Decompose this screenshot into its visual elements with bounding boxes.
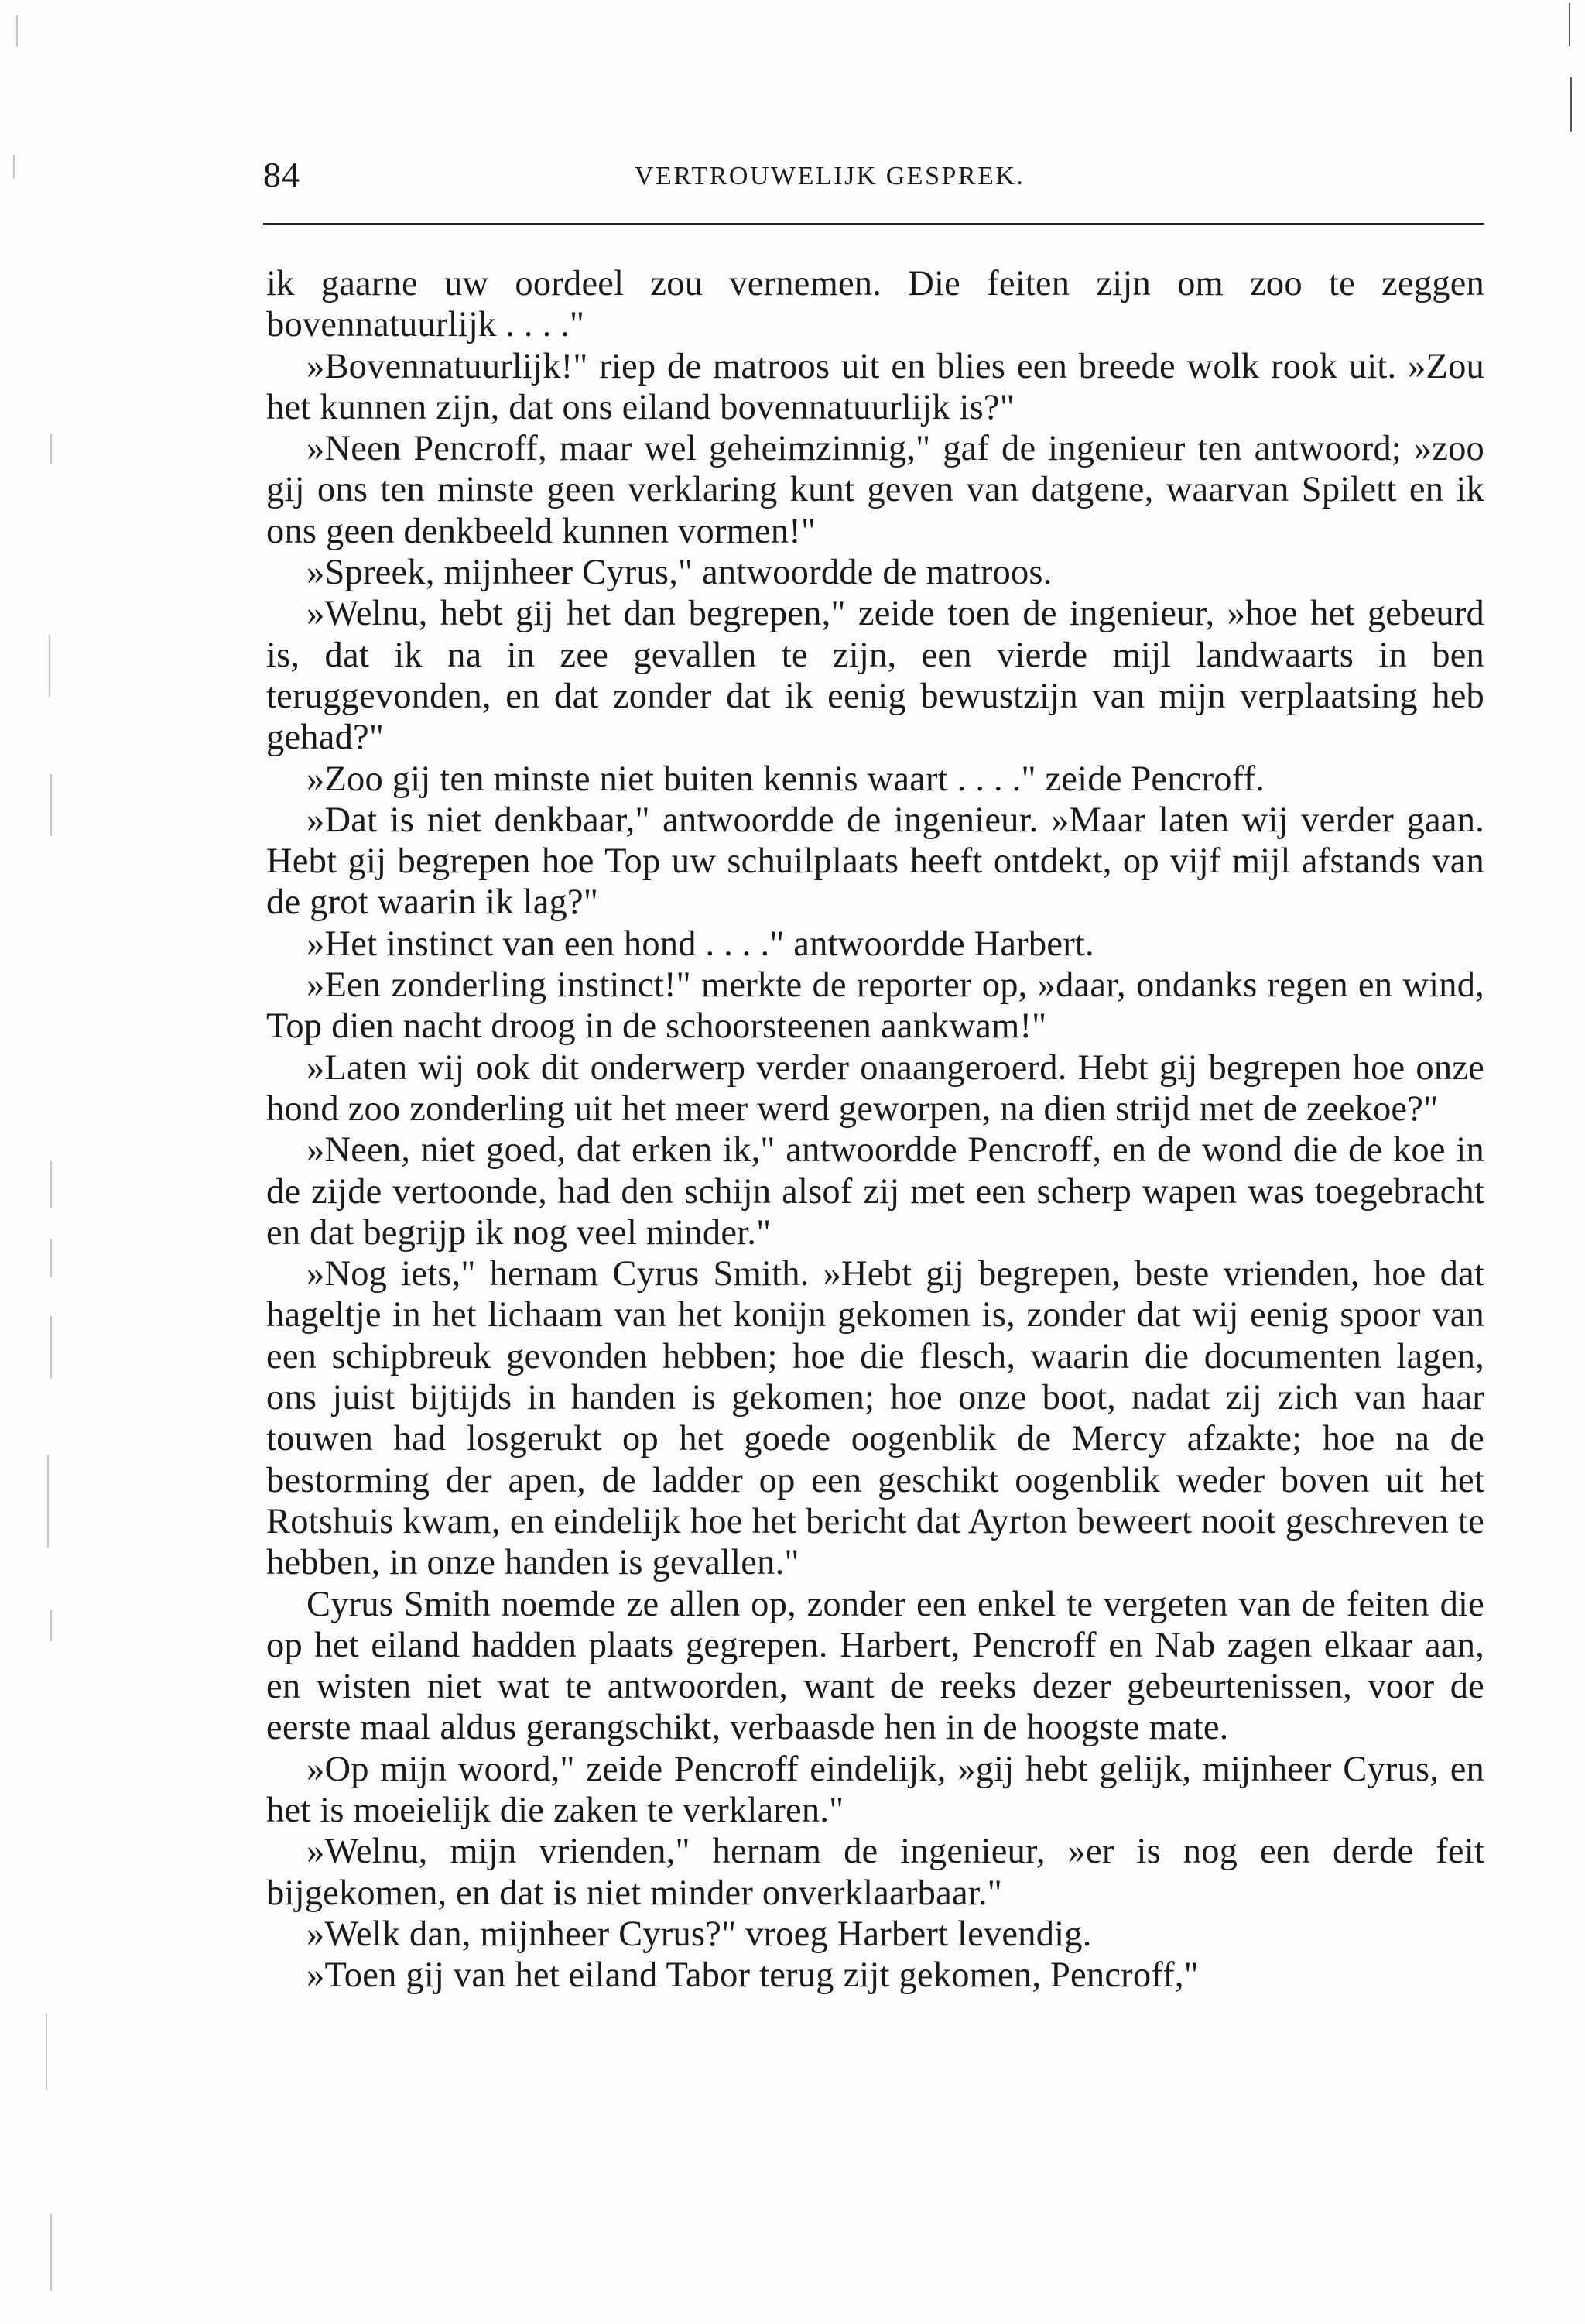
page-header [263, 152, 1484, 206]
paragraph: »Nog iets," hernam Cyrus Smith. »Hebt gij begrepen, beste vrienden, hoe dat hageltje in het lichaam van het konijn gekomen is, zonder dat wij eenig spoor van een schipbreuk gevonden hebben; hoe die flesch, waarin die documenten lagen, ons juist bijtijds in handen is gekomen; hoe onze boot, nadat zij zich van haar touwen had losgerukt op het goede oogenblik de Mercy afzakte; hoe na de bestorming der apen, de ladder op een geschikt oogenblik weder boven uit het Rotshuis kwam, en eindelijk hoe het bericht dat Ayrton beweert nooit geschreven te hebben, in onze handen is gevallen." [266, 1254, 1484, 1583]
scan-edge-marks-right [1554, 0, 1585, 155]
paragraph: »Bovennatuurlijk!" riep de matroos uit en blies een breede wolk rook uit. »Zou het kunnen zijn, dat ons eiland bovennatuurlijk is?" [266, 346, 1484, 427]
paragraph: »Welk dan, mijnheer Cyrus?" vroeg Harbert levendig. [306, 1914, 1092, 1954]
paragraph: »Het instinct van een hond . . . ." antwoordde Harbert. [306, 924, 1094, 964]
paragraph: »Neen Pencroff, maar wel geheimzinnig," gaf de ingenieur ten antwoord; »zoo gij ons ten minste geen verklaring kunt geven van datgene, waarvan Spilett en ik ons geen denkbeeld kunnen vormen!" [266, 429, 1484, 551]
paragraph: Cyrus Smith noemde ze allen op, zonder een enkel te vergeten van de feiten die op het eiland hadden plaats gegrepen. Harbert, Pencroff en Nab zagen elkaar aan, en wisten niet wat te antwoorden, want de reeks dezer gebeurtenissen, voor de eerste maal aldus gerangschikt, verbaasde hen in de hoogste mate. [266, 1584, 1484, 1748]
paragraph: »Dat is niet denkbaar," antwoordde de ingenieur. »Maar laten wij verder gaan. Hebt gij begrepen hoe Top uw schuilplaats heeft ontdekt, op vijf mijl afstands van de grot waarin ik lag?" [266, 800, 1484, 923]
header-rule [263, 223, 1484, 225]
scan-edge-marks-left [0, 0, 62, 2324]
paragraph: »Welnu, hebt gij het dan begrepen," zeide toen de ingenieur, »hoe het gebeurd is, dat ik na in zee gevallen te zijn, een vierde mijl landwaarts in ben teruggevonden, en dat zonder dat ik eenig bewustzijn van mijn verplaatsing heb gehad?" [266, 594, 1484, 758]
running-title: VERTROUWELIJK GESPREK. [635, 162, 1025, 190]
page-number: 84 [263, 155, 300, 194]
body-text [266, 263, 1484, 1996]
paragraph: »Toen gij van het eiland Tabor terug zijt gekomen, Pencroff," [306, 1956, 1199, 1996]
paragraph: »Neen, niet goed, dat erken ik," antwoordde Pencroff, en de wond die de koe in de zijde vertoonde, had den schijn alsof zij met een scherp wapen was toegebracht en dat begrijp ik nog veel minder." [266, 1130, 1484, 1253]
paragraph: »Spreek, mijnheer Cyrus," antwoordde de matroos. [306, 553, 1053, 593]
paragraph: »Zoo gij ten minste niet buiten kennis waart . . . ." zeide Pencroff. [306, 759, 1265, 799]
paragraph: »Welnu, mijn vrienden," hernam de ingenieur, »er is nog een derde feit bijgekomen, en dat is niet minder onverklaarbaar." [266, 1832, 1484, 1913]
paragraph: ik gaarne uw oordeel zou vernemen. Die feiten zijn om zoo te zeggen bovennatuurlijk . . . ." [266, 264, 1484, 345]
paragraph: »Een zonderling instinct!" merkte de reporter op, »daar, ondanks regen en wind, Top dien nacht droog in de schoorsteenen aankwam!" [266, 965, 1484, 1047]
paragraph: »Laten wij ook dit onderwerp verder onaangeroerd. Hebt gij begrepen hoe onze hond zoo zonderling uit het meer werd geworpen, na dien strijd met de zeekoe?" [266, 1047, 1484, 1129]
paragraph: »Op mijn woord," zeide Pencroff eindelijk, »gij hebt gelijk, mijnheer Cyrus, en het is moeielijk die zaken te verklaren." [266, 1749, 1484, 1830]
